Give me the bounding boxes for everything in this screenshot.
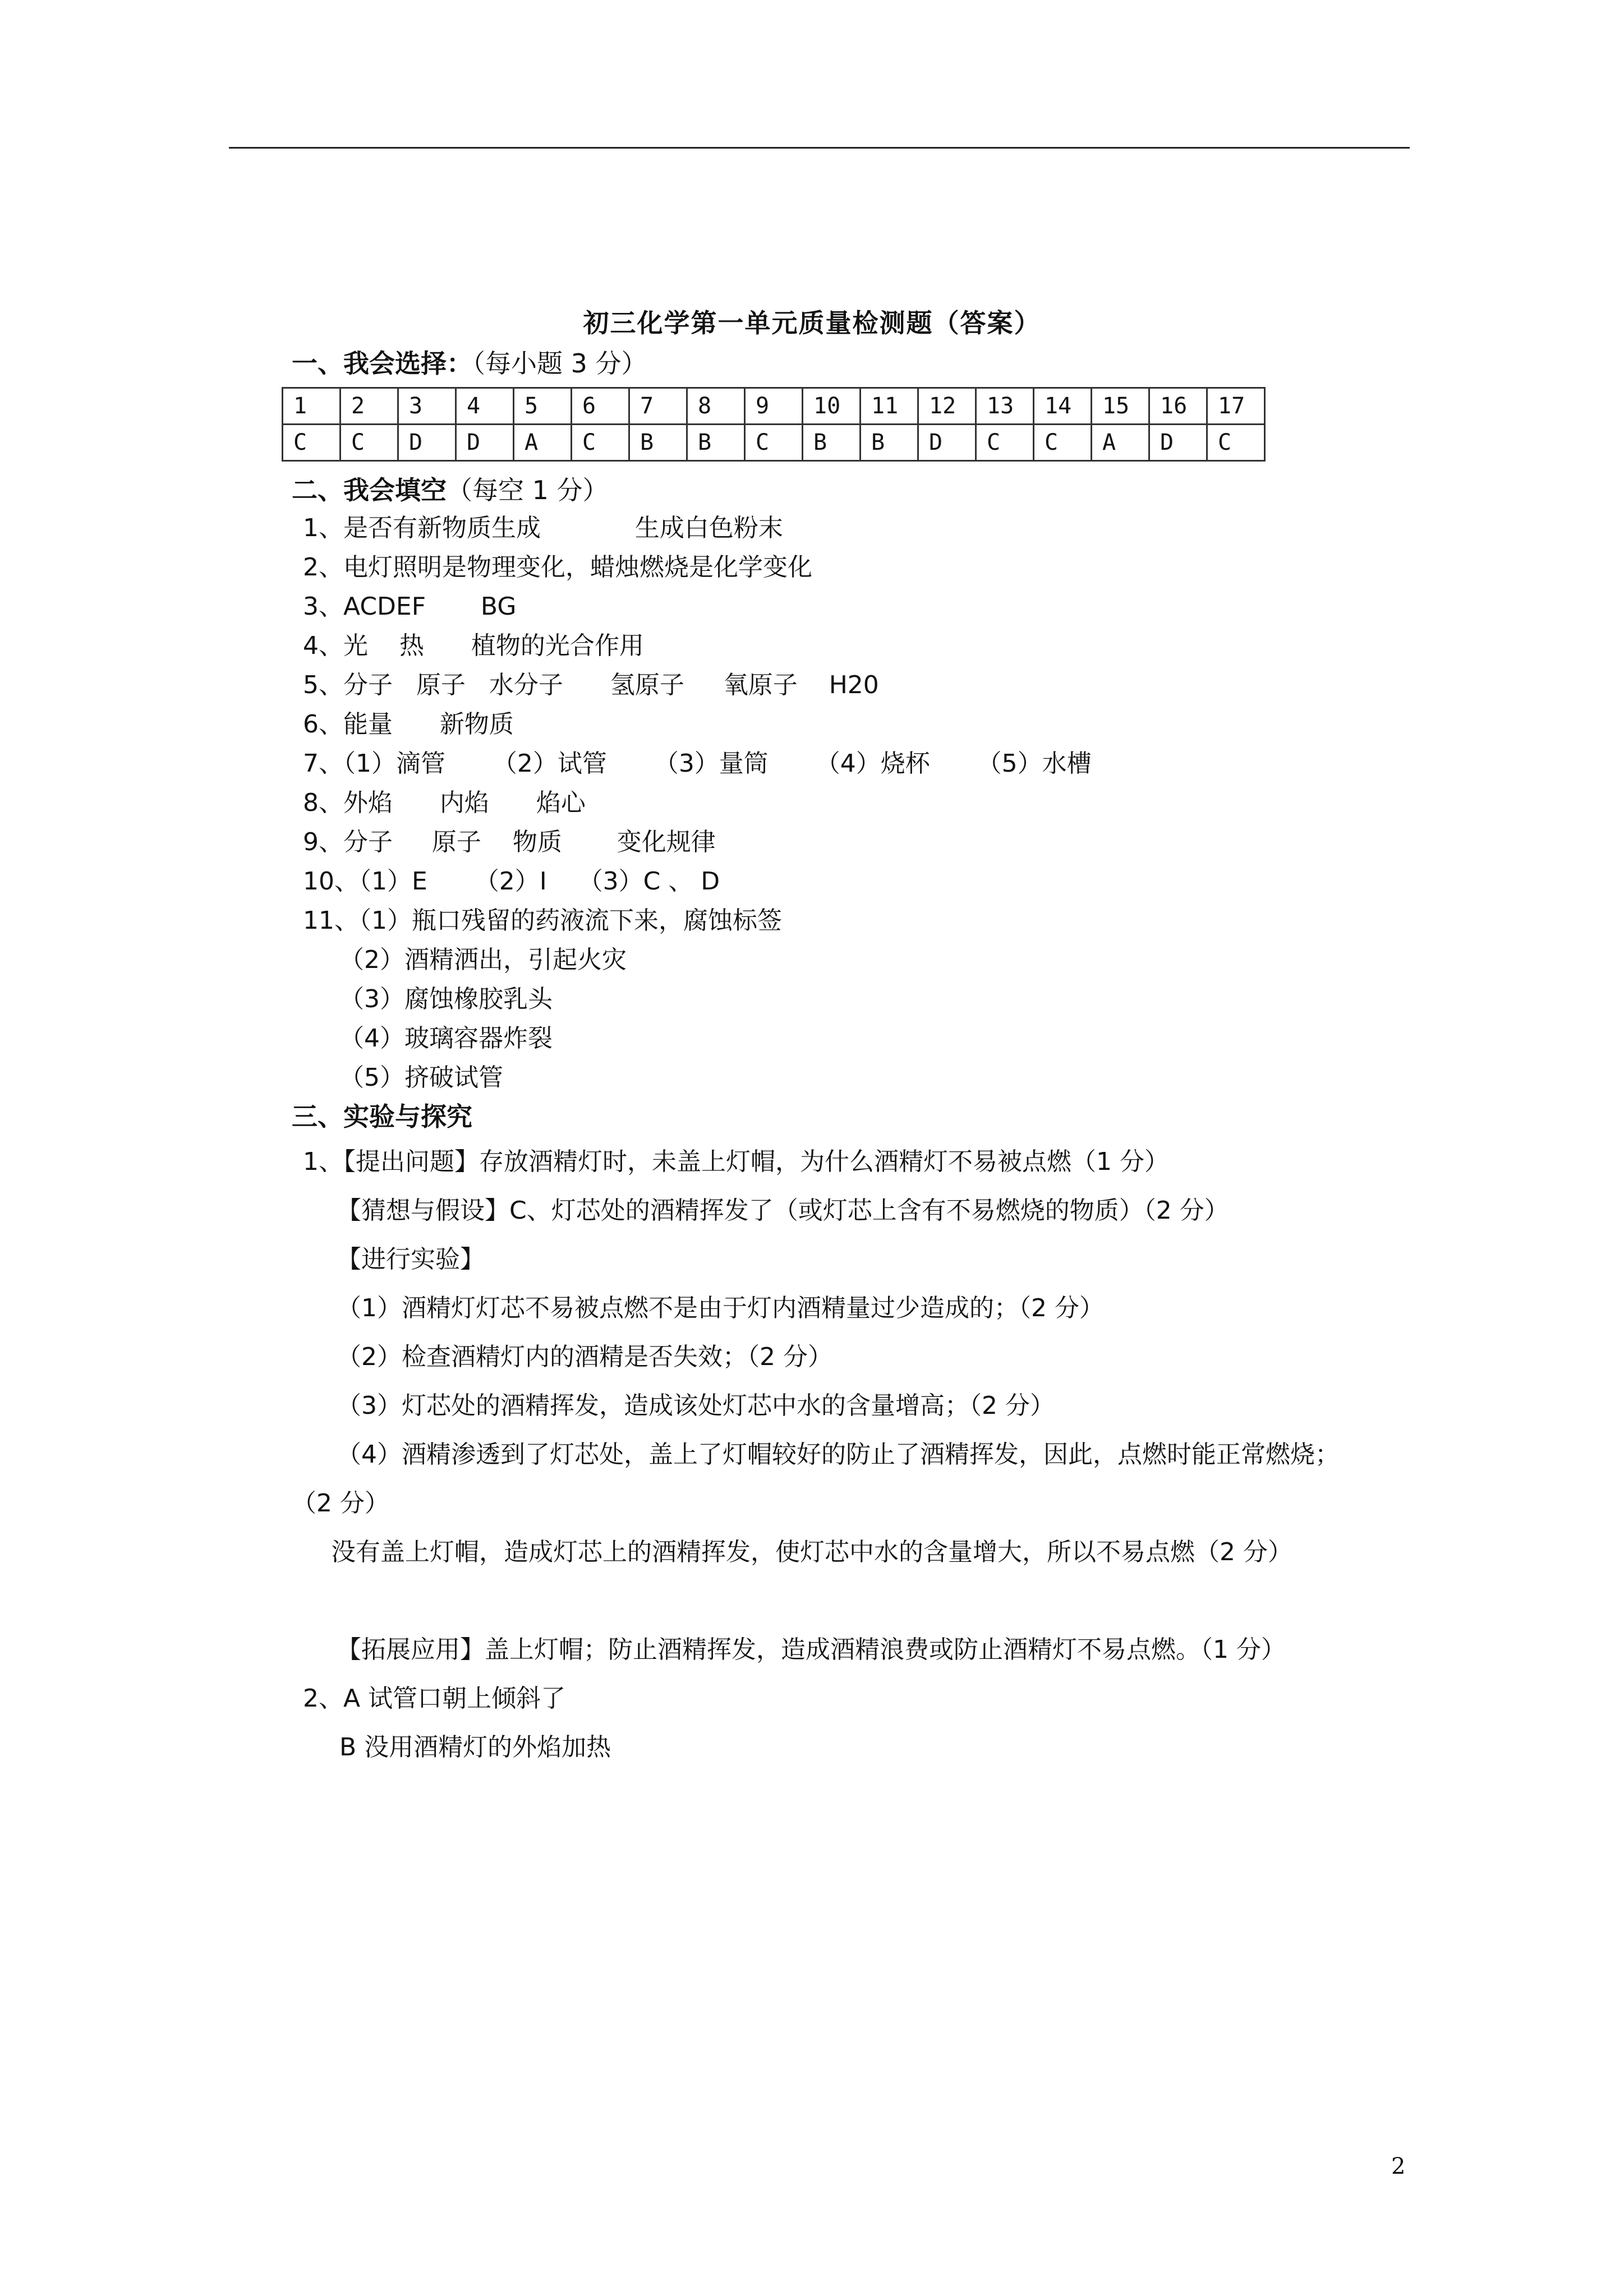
section-1-heading xyxy=(292,343,647,380)
fill-line-7: 7、（1）滴管 （2）试管 （3）量筒 （4）烧杯 （5）水槽 xyxy=(303,749,1092,778)
fill-line-11-4: （4）玻璃容器炸裂 xyxy=(339,1024,553,1053)
question-number-cell: 11 xyxy=(861,388,918,425)
section-3-title: 三、实验与探究 xyxy=(292,1101,472,1132)
answer-cell: C xyxy=(572,425,629,461)
question-number-cell: 14 xyxy=(1034,388,1092,425)
answer-cell: D xyxy=(918,425,976,461)
question-number-cell: 7 xyxy=(629,388,687,425)
exp-line-10: 【拓展应用】盖上灯帽；防止酒精挥发，造成酒精浪费或防止酒精灯不易点燃。（1 分） xyxy=(337,1635,1286,1664)
question-number-cell: 1 xyxy=(283,388,341,425)
fill-line-8: 8、外焰 内焰 焰心 xyxy=(303,789,586,817)
answer-cell: B xyxy=(803,425,861,461)
section-1-note: （每小题 3 分） xyxy=(472,348,647,379)
answer-cell: B xyxy=(861,425,918,461)
answer-cell: B xyxy=(629,425,687,461)
question-number-cell: 10 xyxy=(803,388,861,425)
answer-cell: D xyxy=(456,425,514,461)
fill-line-3: 3、ACDEF BG xyxy=(303,592,517,621)
fill-line-5: 5、分子 原子 水分子 氢原子 氧原子 H20 xyxy=(303,671,879,699)
exp-line-12: B 没用酒精灯的外焰加热 xyxy=(339,1733,611,1762)
question-number-cell: 15 xyxy=(1092,388,1149,425)
answer-table-answer-row xyxy=(283,425,1265,461)
question-number-cell: 8 xyxy=(687,388,745,425)
exp-line-2: 【猜想与假设】C、灯芯处的酒精挥发了（或灯芯上含有不易燃烧的物质）（2 分） xyxy=(337,1196,1229,1225)
answer-cell: B xyxy=(687,425,745,461)
fill-line-9: 9、分子 原子 物质 变化规律 xyxy=(303,828,716,856)
fill-line-11-3: （3）腐蚀橡胶乳头 xyxy=(339,985,553,1013)
question-number-cell: 13 xyxy=(976,388,1034,425)
exp-line-7: （4）酒精渗透到了灯芯处，盖上了灯帽较好的防止了酒精挥发，因此，点燃时能正常燃烧； xyxy=(337,1440,1340,1469)
exp-line-11: 2、A 试管口朝上倾斜了 xyxy=(303,1684,566,1713)
header-rule xyxy=(229,147,1410,149)
question-number-cell: 9 xyxy=(745,388,803,425)
fill-line-10: 10、（1）E （2）I （3）C 、 D xyxy=(303,867,720,896)
fill-line-2: 2、电灯照明是物理变化，蜡烛燃烧是化学变化 xyxy=(303,553,812,582)
section-1-title: 一、我会选择： xyxy=(292,348,472,379)
question-number-cell: 4 xyxy=(456,388,514,425)
exp-line-1: 1、【提出问题】存放酒精灯时，未盖上灯帽，为什么酒精灯不易被点燃（1 分） xyxy=(303,1147,1169,1176)
section-2-heading xyxy=(292,470,609,507)
exp-line-9: 没有盖上灯帽，造成灯芯上的酒精挥发，使灯芯中水的含量增大，所以不易点燃（2 分） xyxy=(331,1538,1292,1566)
answer-cell: C xyxy=(1207,425,1265,461)
document-title: 初三化学第一单元质量检测题（答案） xyxy=(583,308,1041,338)
answer-table-number-row xyxy=(283,388,1265,425)
answer-cell: C xyxy=(1034,425,1092,461)
fill-line-6: 6、能量 新物质 xyxy=(303,710,514,739)
exp-line-6: （3）灯芯处的酒精挥发，造成该处灯芯中水的含量增高；（2 分） xyxy=(337,1391,1055,1420)
answer-cell: A xyxy=(514,425,572,461)
fill-line-4: 4、光 热 植物的光合作用 xyxy=(303,631,644,660)
exp-line-3: 【进行实验】 xyxy=(337,1245,485,1274)
answer-cell: A xyxy=(1092,425,1149,461)
fill-line-1: 1、是否有新物质生成 生成白色粉末 xyxy=(303,514,783,542)
page-number: 2 xyxy=(1391,2154,1406,2179)
fill-line-11: 11、（1）瓶口残留的药液流下来，腐蚀标签 xyxy=(303,906,782,935)
fill-line-11-2: （2）酒精洒出，引起火灾 xyxy=(339,946,627,974)
answer-cell: C xyxy=(341,425,398,461)
question-number-cell: 2 xyxy=(341,388,398,425)
section-2-note: （每空 1 分） xyxy=(447,475,609,505)
question-number-cell: 3 xyxy=(398,388,456,425)
answer-table xyxy=(282,387,1266,462)
answer-cell: C xyxy=(283,425,341,461)
answer-cell: D xyxy=(1149,425,1207,461)
question-number-cell: 6 xyxy=(572,388,629,425)
exp-line-5: （2）检查酒精灯内的酒精是否失效；（2 分） xyxy=(337,1343,832,1371)
section-2-title: 二、我会填空 xyxy=(292,475,447,505)
question-number-cell: 5 xyxy=(514,388,572,425)
question-number-cell: 17 xyxy=(1207,388,1265,425)
answer-cell: D xyxy=(398,425,456,461)
answer-cell: C xyxy=(745,425,803,461)
section-3-heading xyxy=(292,1096,472,1133)
question-number-cell: 16 xyxy=(1149,388,1207,425)
fill-line-11-5: （5）挤破试管 xyxy=(339,1063,503,1092)
answer-cell: C xyxy=(976,425,1034,461)
question-number-cell: 12 xyxy=(918,388,976,425)
exp-line-8: （2 分） xyxy=(292,1489,389,1518)
exp-line-4: （1）酒精灯灯芯不易被点燃不是由于灯内酒精量过少造成的；（2 分） xyxy=(337,1294,1104,1322)
